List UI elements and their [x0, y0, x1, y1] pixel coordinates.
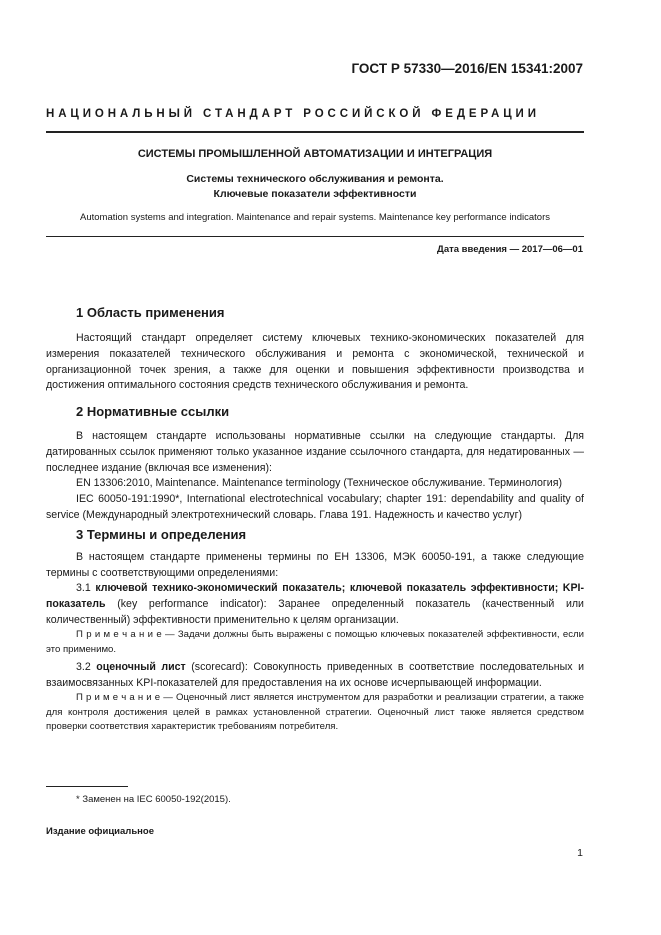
note-1	[46, 628, 584, 657]
note-2-text: — Оценочный лист является инструментом для разработки и реализации стратегии, а также для контроля достижения целей в рамках установленной стратегии. Оценочный лист также является средством проверки соответствия характеристик требованиям потребителя.	[46, 692, 584, 732]
page-number: 1	[577, 847, 583, 859]
document-title: СИСТЕМЫ ПРОМЫШЛЕННОЙ АВТОМАТИЗАЦИИ И ИНТЕГРАЦИЯ	[137, 148, 493, 160]
english-title: Automation systems and integration. Maintenance and repair systems. Maintenance key performance indicators	[80, 212, 550, 223]
section-1-body: Настоящий стандарт определяет систему ключевых технико-экономических показателей для измерения показателей технического обслуживания и ремонта с экономической, технической и организационной точек зрения, а также для оценки и повышения эффективности производства и достижения оптимального состояния средств технического обслуживания и ремонта.	[46, 332, 584, 392]
term-3-2-name: оценочный лист	[96, 661, 186, 673]
section-2-text	[46, 429, 584, 476]
national-standard-banner: НАЦИОНАЛЬНЫЙ СТАНДАРТ РОССИЙСКОЙ ФЕДЕРАЦИИ	[46, 108, 540, 120]
note-1-label: П р и м е ч а н и е	[76, 629, 162, 640]
section-3-intro	[46, 550, 584, 582]
reference-2	[46, 492, 584, 524]
section-2-body: В настоящем стандарте использованы нормативные ссылки на следующие стандарты. Для датированных ссылок применяют только указанное издание ссылочного стандарта, для недатированных — последнее издание (включая все изменения):	[46, 430, 584, 474]
section-3-heading: 3 Термины и определения	[76, 527, 247, 542]
introduction-date: Дата введения — 2017—06—01	[437, 244, 583, 255]
edition-label: Издание официальное	[46, 826, 154, 837]
term-3-1-definition: (key performance indicator): Заранее определенный показатель (качественный или количественный) эффективности применительно к целям организации.	[46, 597, 584, 626]
document-subtitle-line1: Системы технического обслуживания и ремонта.	[186, 173, 444, 185]
note-2-label: П р и м е ч а н и е	[76, 692, 161, 703]
header-rule	[46, 131, 584, 133]
document-subtitle-line2: Ключевые показатели эффективности	[213, 188, 417, 200]
section-1-heading: 1 Область применения	[76, 305, 225, 320]
reference-1-text: EN 13306:2010, Maintenance. Maintenance terminology (Техническое обслуживание. Терминология)	[76, 477, 562, 489]
term-3-2-definition: (scorecard): Совокупность приведенных в соответствие последовательных и взаимосвязанных KPI-показателей для предоставления на их основе исчерпывающей информации.	[46, 661, 585, 689]
section-1-text	[46, 331, 584, 394]
term-3-1-name: ключевой технико-экономический показатель; ключевой показатель эффективности; KPI-показатель	[46, 582, 584, 610]
term-3-1-number: 3.1	[76, 582, 91, 594]
footnote: * Заменен на IEC 60050-192(2015).	[76, 794, 231, 805]
note-2	[46, 691, 584, 735]
footnote-rule	[46, 786, 128, 787]
reference-2-text: IEC 60050-191:1990*, International electrotechnical vocabulary; chapter 191: dependability and quality of service (Международный электротехнический словарь. Глава 191. Надежность и качество услуг)	[46, 493, 584, 521]
term-3-1	[46, 581, 584, 628]
term-3-2	[46, 660, 584, 692]
section-3-intro-text: В настоящем стандарте применены термины по ЕН 13306, МЭК 60050-191, а также следующие термины с соответствующими определениями:	[46, 551, 584, 579]
reference-1	[46, 476, 584, 492]
title-rule	[46, 236, 584, 237]
note-1-text: — Задачи должны быть выражены с помощью ключевых показателей эффективности, если это применимо.	[46, 629, 584, 655]
term-3-2-number: 3.2	[76, 661, 91, 673]
section-2-heading: 2 Нормативные ссылки	[76, 404, 230, 419]
document-id: ГОСТ Р 57330—2016/EN 15341:2007	[351, 61, 583, 76]
